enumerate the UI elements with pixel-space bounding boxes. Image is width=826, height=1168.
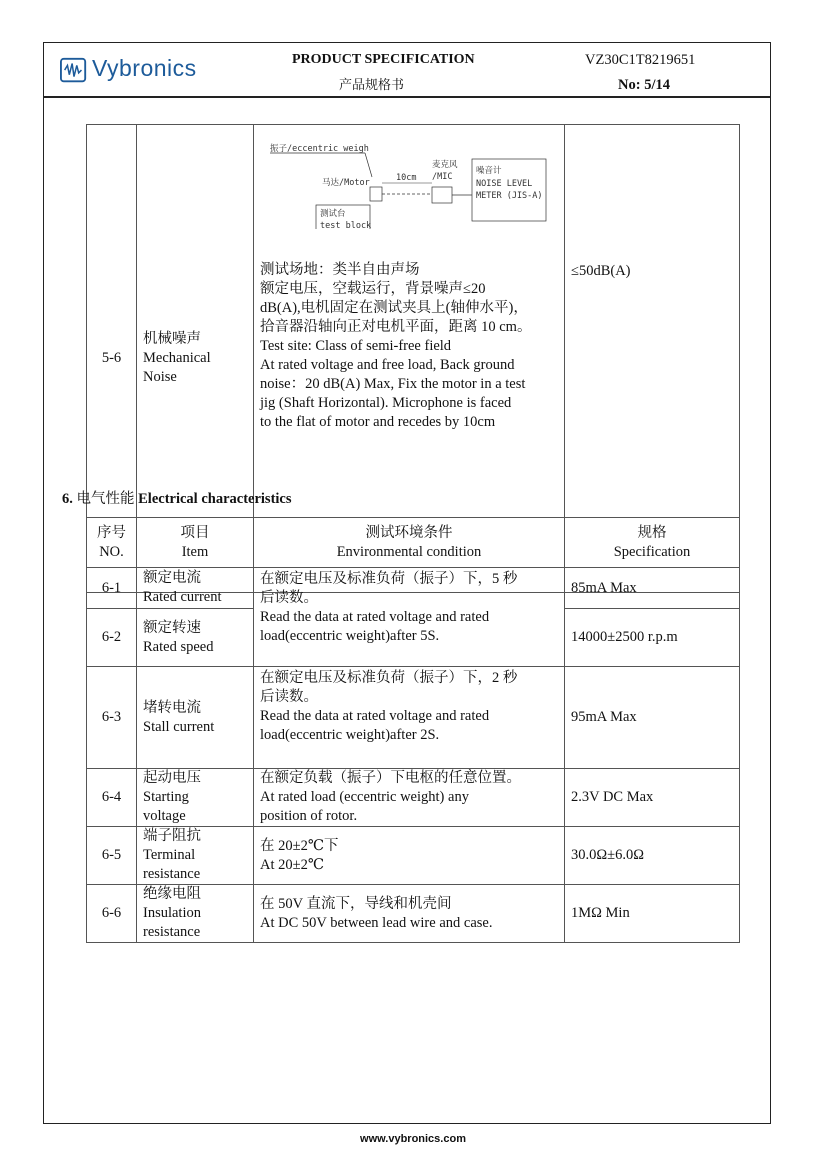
header-text: Item xyxy=(181,543,209,560)
section-title-cn: 电气性能 xyxy=(76,491,135,507)
motor-box xyxy=(370,187,382,201)
condition-line: 在额定负载（振子）下电枢的任意位置。 xyxy=(260,770,521,786)
table-row xyxy=(87,568,740,609)
item-en: resistance xyxy=(143,924,201,940)
spec-cell: 1MΩ Min xyxy=(565,885,740,943)
row-number: 6-6 xyxy=(87,885,137,943)
condition-line: jig (Shaft Horizontal). Microphone is faced xyxy=(260,395,512,411)
row-number: 6-5 xyxy=(87,827,137,885)
condition-line: At rated voltage and free load, Back ground xyxy=(260,357,515,373)
spec-cell: ≤50dB(A) xyxy=(565,125,740,593)
header-text: Environmental condition xyxy=(336,543,482,560)
condition-line: to the flat of motor and recedes by 10cm xyxy=(260,414,496,430)
condition-line: 测试场地：类半自由声场 xyxy=(260,262,420,278)
vybronics-logo-icon xyxy=(60,57,88,85)
condition-line: noise：20 dB(A) Max, Fix the motor in a test xyxy=(260,376,526,392)
condition-line: 在额定电压及标准负荷（振子）下，5 秒 xyxy=(260,571,518,587)
condition-line: 在 20±2℃下 xyxy=(260,837,339,854)
page-value: 5/14 xyxy=(644,77,670,93)
item-cn: 起动电压 xyxy=(143,770,201,786)
condition-line: 拾音器沿轴向正对电机平面，距离 10 cm。 xyxy=(260,319,532,335)
item-en: Noise xyxy=(143,369,177,385)
table-row xyxy=(87,885,740,943)
electrical-table xyxy=(86,517,740,943)
condition-line: load(eccentric weight)after 2S. xyxy=(260,727,440,743)
header-rule xyxy=(43,96,771,98)
row-number: 6-3 xyxy=(87,667,137,769)
header-text: 项目 xyxy=(180,524,210,541)
item-en: Rated current xyxy=(143,589,222,605)
item-en: Stall current xyxy=(143,718,215,735)
diagram-label-mic-cn: 麦克风 xyxy=(432,160,458,170)
header-text: Specification xyxy=(613,543,691,560)
diagram-label-meter-en1: NOISE LEVEL xyxy=(476,179,533,189)
item-cn: 绝缘电阻 xyxy=(143,886,201,902)
row-number: 6-1 xyxy=(87,568,137,609)
item-cn: 机械噪声 xyxy=(143,331,201,347)
condition-line: position of rotor. xyxy=(260,808,358,824)
item-en: Starting xyxy=(143,789,189,805)
document-code: VZ30C1T8219651 xyxy=(585,52,696,68)
diagram-label-meter-en2: METER (JIS-A) xyxy=(476,191,543,201)
item-cn: 堵转电流 xyxy=(143,699,201,716)
condition-line: At rated load (eccentric weight) any xyxy=(260,789,469,805)
diagram-label-distance: 10cm xyxy=(396,173,417,183)
table-header-row xyxy=(87,518,740,568)
header-text: 序号 xyxy=(97,524,126,541)
spec-cell: 14000±2500 r.p.m xyxy=(565,609,740,667)
page-label: No: xyxy=(618,77,641,93)
item-en: Rated speed xyxy=(143,638,214,655)
condition-cell xyxy=(254,769,565,827)
condition-line: dB(A),电机固定在测试夹具上(轴伸水平)， xyxy=(260,300,528,316)
section-heading xyxy=(62,487,292,508)
item-cn: 端子阻抗 xyxy=(143,828,201,844)
mic-box xyxy=(432,187,452,203)
diagram-label-motor: 马达/Motor xyxy=(322,178,370,188)
condition-line: Test site: Class of semi-free field xyxy=(260,338,452,354)
header-condition xyxy=(254,518,565,568)
title-english: PRODUCT SPECIFICATION xyxy=(292,52,475,67)
condition-cell xyxy=(254,885,565,943)
spec-cell: 95mA Max xyxy=(565,667,740,769)
spec-cell: 85mA Max xyxy=(565,568,740,609)
row-number: 6-2 xyxy=(87,609,137,667)
header-text: 测试环境条件 xyxy=(365,524,453,541)
condition-line: load(eccentric weight)after 5S. xyxy=(260,628,440,644)
item-en: resistance xyxy=(143,866,201,882)
row-number: 6-4 xyxy=(87,769,137,827)
condition-line: 额定电压，空载运行，背景噪声≤20 xyxy=(260,281,486,297)
item-cn: 额定电流 xyxy=(143,570,201,586)
footer-url[interactable]: www.vybronics.com xyxy=(360,1133,466,1145)
item-en: Terminal xyxy=(143,847,196,863)
header-no xyxy=(87,518,137,568)
condition-cell xyxy=(254,568,565,667)
brand-name: Vybronics xyxy=(92,55,197,81)
diagram-label-eccentric: 振子/eccentric weigh xyxy=(270,144,369,154)
condition-line: 后读数。 xyxy=(260,590,318,606)
item-en: Mechanical xyxy=(143,350,211,366)
diagram-label-block-cn: 测试台 xyxy=(320,209,346,219)
item-en: voltage xyxy=(143,808,186,824)
table-row xyxy=(87,827,740,885)
item-en: Insulation xyxy=(143,905,201,921)
condition-line: Read the data at rated voltage and rated xyxy=(260,609,490,625)
item-cell xyxy=(137,769,254,827)
condition-cell xyxy=(254,827,565,885)
condition-line: 在额定电压及标准负荷（振子）下，2 秒 xyxy=(260,670,518,686)
item-cell xyxy=(137,885,254,943)
page-number xyxy=(618,77,670,94)
header-text: NO. xyxy=(99,543,124,560)
noise-test-diagram xyxy=(260,137,550,229)
item-cell xyxy=(137,609,254,667)
item-cell xyxy=(137,827,254,885)
condition-cell xyxy=(254,667,565,769)
diagram-label-mic-en: /MIC xyxy=(432,172,453,182)
spec-cell: 30.0Ω±6.0Ω xyxy=(565,827,740,885)
condition-line: At 20±2℃ xyxy=(260,856,325,873)
item-cn: 额定转速 xyxy=(143,619,201,636)
header-item xyxy=(137,518,254,568)
item-cell xyxy=(137,568,254,609)
condition-line: 后读数。 xyxy=(260,689,318,705)
spec-cell: 2.3V DC Max xyxy=(565,769,740,827)
section-title-en: Electrical characteristics xyxy=(138,491,292,507)
section-number: 6. xyxy=(62,491,73,507)
condition-line: 在 50V 直流下，导线和机壳间 xyxy=(260,895,452,912)
item-cell xyxy=(137,667,254,769)
table-row xyxy=(87,769,740,827)
condition-line: At DC 50V between lead wire and case. xyxy=(260,914,493,931)
header-spec xyxy=(565,518,740,568)
condition-line: Read the data at rated voltage and rated xyxy=(260,708,490,724)
condition-text xyxy=(260,261,558,432)
diagram-label-meter-cn: 噪音计 xyxy=(476,166,502,176)
table-row xyxy=(87,667,740,769)
title-chinese: 产品规格书 xyxy=(339,77,405,92)
diagram-label-block-en: test block xyxy=(320,221,372,229)
header-text: 规格 xyxy=(637,524,667,541)
row-number: 5-6 xyxy=(87,125,137,593)
